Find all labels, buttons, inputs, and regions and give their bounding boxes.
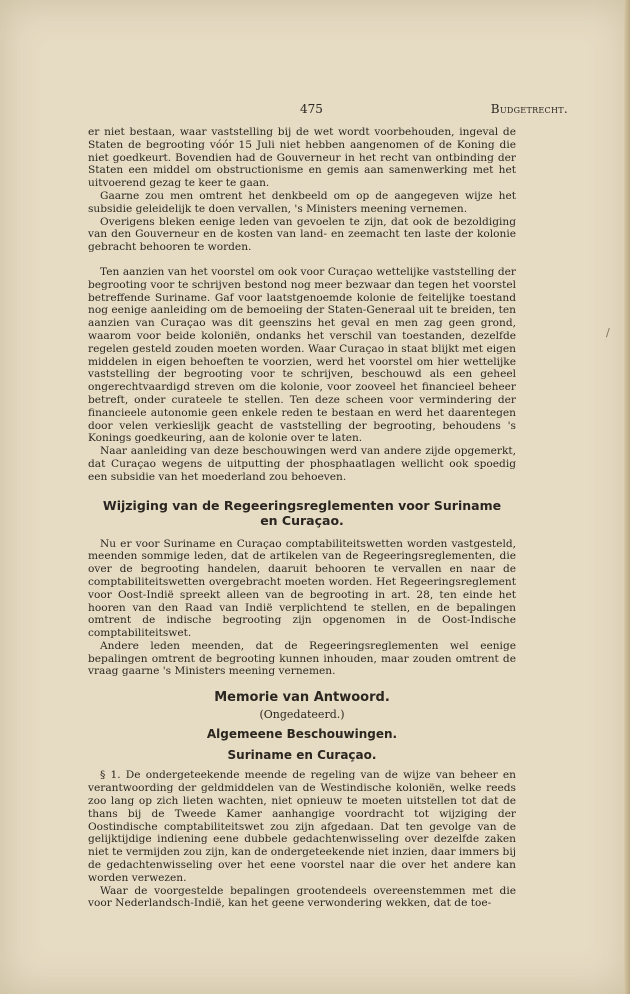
paragraph: Andere leden meenden, dat de Regeeringsreglementen wel eenige bepalingen omtrent de begrooting kunnen inhouden, maar zouden omtrent de vraag gaarne 's Ministers meening vernemen.: [88, 639, 516, 678]
paragraph: Ten aanzien van het voorstel om ook voor Curaçao wettelijke vaststelling der begrooting voor te schrijven bestond nog meer bezwaar dan tegen het voorstel betreffende Suriname. Gaf voor laatstgenoemde kolonie de feitelijke toestand nog eenige aanleiding om de bemoeiing der Staten-Generaal uit te breiden, ten aanzien van Curaçao was dit geenszins het geval en men zag geen grond, waarom voor beide koloniën, ondanks het verschil van toestanden, dezelfde regelen gesteld zouden moeten worden. Waar Curaçao in staat blijkt met eigen middelen in eigen behoeften te voorzien, werd het voorstel om hier wettelijke vaststelling der begrooting voor te schrijven, beschouwd als een geheel ongerechtvaardigd streven om die kolonie, voor zooveel het financieel beheer betreft, onder curateele te stellen. Ten deze scheen voor vermindering der financieele autonomie geen enkele reden te bestaan en werd het daarentegen door velen verkieslijk geacht de vaststelling der begrooting, behoudens 's Konings goedkeuring, aan de kolonie over te laten.: [88, 265, 516, 445]
page-body: [88, 126, 516, 910]
running-title: Budgetrecht.: [490, 102, 568, 116]
paragraph: § 1. De ondergeteekende meende de regeling van de wijze van beheer en verantwoording der geldmiddelen van de Westindische koloniën, welke reeds zoo lang op zich lieten wachten, niet opnieuw te moeten uitstellen tot dat de thans bij de Tweede Kamer aanhangige voordracht tot wijziging der Oostindische comptabiliteitswet zou zijn afgedaan. Dat ten gevolge van de gelijktijdige indiening eene dubbele gedachtenwisseling over dezelfde zaken niet te vermijden zou zijn, kan de ondergeteekende niet inzien, daar immers bij de gedachtenwisseling over het eene voorstel naar die over het andere kan worden verwezen.: [88, 769, 516, 884]
margin-pencil-mark: /: [606, 326, 610, 339]
date-note: (Ongedateerd.): [259, 708, 345, 722]
section-heading: [88, 498, 516, 528]
paragraph: Nu er voor Suriname en Curaçao comptabiliteitswetten worden vastgesteld, meenden sommige leden, dat de artikelen van de Regeeringsreglementen, die over de begrooting handelen, daaruit behooren te vervallen en naar de comptabiliteitswetten overgebracht moeten worden. Het Regeeringsreglement voor Oost-Indië spreekt alleen van de begrooting in art. 28, ten einde het hooren van den Raad van Indië verplichtend te stellen, en de bepalingen omtrent de indische begrooting zijn opgenomen in de Oost-Indische comptabiliteitswet.: [88, 537, 516, 640]
paragraph: Gaarne zou men omtrent het denkbeeld om op de aangegeven wijze het subsidie geleidelijk te doen vervallen, 's Ministers meening vernemen.: [88, 189, 516, 215]
paragraph: Naar aanleiding van deze beschouwingen werd van andere zijde opgemerkt, dat Curaçao wegens de uitputting der phosphaatlagen wellicht ook spoedig een subsidie van het moederland zou behoeven.: [88, 445, 516, 483]
page-edge: [624, 0, 630, 994]
memorie-heading: Memorie van Antwoord.: [214, 690, 390, 706]
paragraph: Waar de voorgestelde bepalingen grootendeels overeenstemmen met die voor Nederlandsch-Indië, kan het geene verwondering wekken, dat de toe-: [88, 884, 516, 910]
page-header: [88, 102, 568, 118]
subheading-general: Algemeene Beschouwingen.: [206, 726, 398, 741]
paragraph-gap: [88, 254, 516, 266]
subheading-colonies: Suriname en Curaçao.: [227, 747, 377, 762]
paragraph: Overigens bleken eenige leden van gevoelen te zijn, dat ook de bezoldiging van den Gouverneur en de kosten van land- en zeemacht ten laste der kolonie gebracht behooren te worden.: [88, 215, 516, 254]
paragraph: er niet bestaan, waar vaststelling bij de wet wordt voorbehouden, ingeval de Staten de begrooting vóór 15 Juli niet hebben aangenomen of de Koning die niet goedkeurt. Bovendien had de Gouverneur in het recht van ontbinding der Staten een middel om obstructionisme en gemis aan samenwerking met het uitvoerend gezag te keer te gaan.: [88, 126, 516, 190]
section-heading-line: en Curaçao.: [260, 512, 344, 528]
page-number: 475: [300, 102, 323, 116]
section-heading-line: Wijziging van de Regeeringsreglementen voor Suriname: [102, 497, 502, 513]
